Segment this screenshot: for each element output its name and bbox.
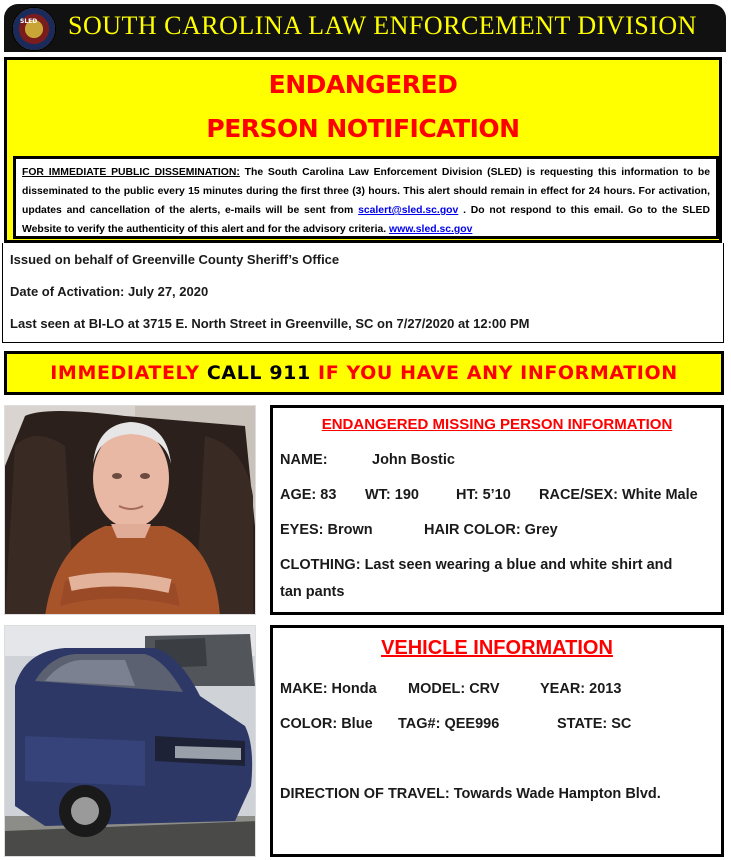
- seal-text: SLED: [20, 18, 38, 25]
- vehicle-state: STATE: SC: [557, 716, 632, 732]
- alert-title-line2: PERSON NOTIFICATION: [206, 114, 520, 143]
- missing-person-photo: [4, 405, 256, 615]
- dissemination-text-1: The South Carolina Law Enforcement Division (SLED) is requesting this information to be disseminated to the public every 15 minutes during the first three (3) hours. This alert should remain in effect for 24 hours. For activation, updates and cancellation of the alerts, e-mails will be sent from: [22, 167, 710, 216]
- person-hair: HAIR COLOR: Grey: [424, 522, 558, 538]
- person-eyes: EYES: Brown: [280, 522, 373, 538]
- name-label: NAME:: [280, 452, 328, 468]
- person-clothing-line2: tan pants: [280, 584, 345, 600]
- call-911-banner: [4, 351, 724, 395]
- person-photo-illustration: [5, 406, 256, 615]
- vehicle-direction: DIRECTION OF TRAVEL: Towards Wade Hampton Blvd.: [280, 786, 661, 802]
- vehicle-color: COLOR: Blue: [280, 716, 373, 732]
- sled-seal-logo: [12, 7, 56, 51]
- vehicle-model: MODEL: CRV: [408, 681, 500, 697]
- vehicle-photo-illustration: [5, 626, 256, 857]
- website-link[interactable]: www.sled.sc.gov: [389, 224, 473, 235]
- vehicle-make: MAKE: Honda: [280, 681, 377, 697]
- person-race-sex: RACE/SEX: White Male: [539, 487, 698, 503]
- vehicle-photo: [4, 625, 256, 857]
- person-height: HT: 5’10: [456, 487, 511, 503]
- dissemination-text-2: . Do not respond to this email. Go to the SLED Website to verify the authenticity of this alert and for the advisory criteria.: [22, 205, 710, 235]
- person-clothing-line1: CLOTHING: Last seen wearing a blue and white shirt and: [280, 557, 673, 573]
- call-text-2: CALL 911: [206, 362, 311, 384]
- vehicle-info-box: [270, 625, 724, 857]
- person-section-title: ENDANGERED MISSING PERSON INFORMATION: [321, 416, 673, 433]
- issued-on-behalf: Issued on behalf of Greenville County Sheriff’s Office: [10, 252, 340, 267]
- vehicle-tag: TAG#: QEE996: [398, 716, 500, 732]
- alert-title-line1: ENDANGERED: [268, 70, 458, 99]
- vehicle-year: YEAR: 2013: [540, 681, 622, 697]
- person-name: John Bostic: [372, 452, 455, 468]
- missing-person-info-box: [270, 405, 724, 615]
- person-weight: WT: 190: [365, 487, 419, 503]
- vehicle-section-title: VEHICLE INFORMATION: [381, 637, 613, 659]
- agency-title: SOUTH CAROLINA LAW ENFORCEMENT DIVISION: [68, 11, 697, 40]
- email-link[interactable]: scalert@sled.sc.gov: [358, 205, 459, 216]
- activation-date: Date of Activation: July 27, 2020: [10, 284, 209, 299]
- header-banner: [4, 4, 726, 52]
- alert-header-box: [4, 57, 722, 243]
- call-text-1: IMMEDIATELY: [50, 362, 207, 384]
- dissemination-notice: [13, 156, 719, 239]
- person-age: AGE: 83: [280, 487, 337, 503]
- dissemination-lead: FOR IMMEDIATE PUBLIC DISSEMINATION:: [22, 167, 240, 178]
- issued-info-box: [2, 243, 724, 343]
- last-seen: Last seen at BI-LO at 3715 E. North Street in Greenville, SC on 7/27/2020 at 12:00 PM: [10, 316, 530, 331]
- call-text-3: IF YOU HAVE ANY INFORMATION: [310, 362, 678, 384]
